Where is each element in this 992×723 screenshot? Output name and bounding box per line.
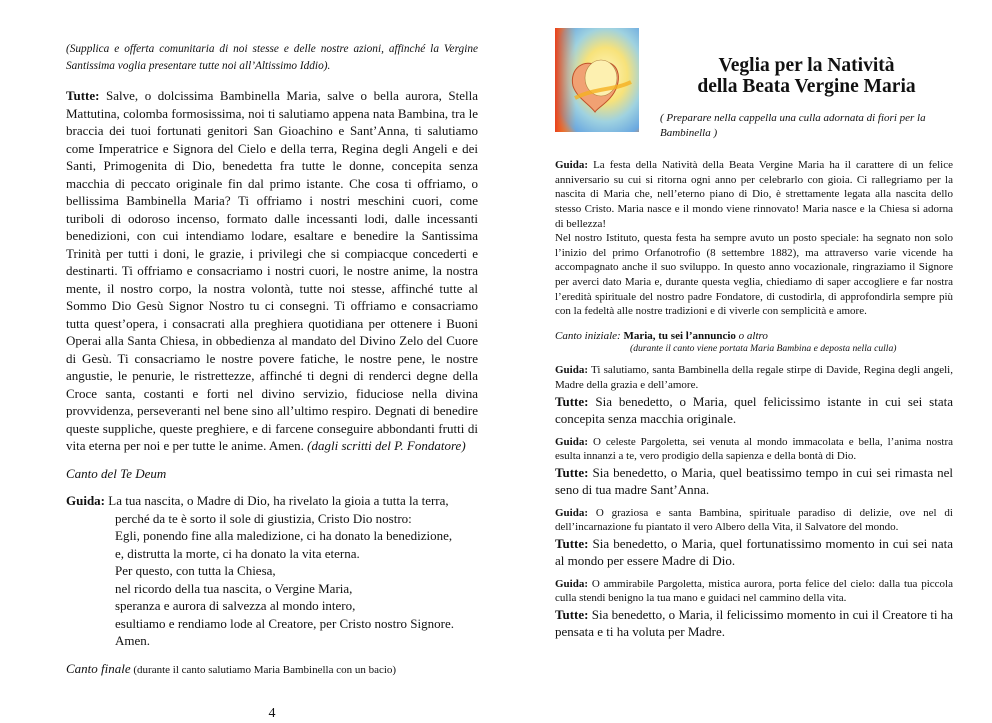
canto-label: Canto iniziale: <box>555 329 624 342</box>
exchange <box>555 363 953 426</box>
verse-line: e, distrutta la morte, ci ha donato la vita eterna. <box>115 545 360 561</box>
speaker-label: Guida: <box>555 577 589 590</box>
guida-text: O celeste Pargoletta, sei venuta al mondo immacolata e bella, l’anima nostra esulta innanzi a te, vero prodigio della sapienza e della bontà di Dio. <box>555 435 953 463</box>
tutte-text: Sia benedetto, o Maria, quel fortunatissimo momento in cui sei nata al mondo per essere Madre di Dio. <box>555 535 953 568</box>
canto-title: Maria, tu sei l’annuncio <box>623 329 736 342</box>
prayer-source: (dagli scritti del P. Fondatore) <box>307 438 466 453</box>
canto-note: (durante il canto viene portata Maria Bambina e deposta nella culla) <box>630 343 897 355</box>
te-deum-heading: Canto del Te Deum <box>66 465 167 481</box>
verse-line: perché da te è sorto il sole di giustizia, Cristo Dio nostro: <box>115 510 412 526</box>
header-text <box>660 28 953 140</box>
page-title <box>660 55 953 97</box>
exchange <box>555 506 953 569</box>
speaker-label: Guida: <box>555 159 589 172</box>
verse-line: La tua nascita, o Madre di Dio, ha rivelato la gioia a tutta la terra, <box>108 493 449 508</box>
canto-finale-label: Canto finale <box>66 660 131 676</box>
verse-line: Per questo, con tutta la Chiesa, <box>115 563 276 578</box>
canto-finale <box>66 660 478 680</box>
exchange <box>555 435 953 498</box>
verse-line: Egli, ponendo fine alla maledizione, ci ha donato la benedizione, <box>115 528 453 543</box>
canto-finale-note: (durante il canto salutiamo Maria Bambinella con un bacio) <box>130 663 397 676</box>
header <box>555 28 953 140</box>
speaker-label: Guida: <box>555 506 589 519</box>
exchange <box>555 577 953 640</box>
speaker-label: Tutte: <box>66 88 100 103</box>
prayer-text: Salve, o dolcissima Bambinella Maria, salve o bella aurora, Stella Mattutina, colomba formosissima, noi ti salutiamo appena nata Bambina, tra le braccia dei tuoi fortunati genitori San Gioachino e Sant’Anna, ti salutiamo come Imperatrice e Signora del Cielo e della terra, Regina degli Angeli e dei Santi, Primogenita di Dio, benedetta fra tutte le donne, concepita senza macchia di peccato originale fin dal primo istante. Che cosa ti offriamo, o bellissima Bambinella Maria? Ti offriamo i nostri meschini cuori, come turiboli di odoroso incenso, formato dalle incessanti lodi, dalle incessanti benedizioni, con cui intendiamo lodare, esaltare e benedire la Santissima Trinità per tutti i doni, le grazie, i privilegi che si compiacque concederti e destinarti. Ti offriamo e consacriamo i nostri cuori, le nostre anime, la nostra mente, il nostro corpo, la nostra volontà, tutte noi stesse, affinché tutte al Sommo Dio Gesù Signor Nostro tu ci consegni. Ti offriamo e consacriamo tutta quest’opera, i consacrati alla preghiera quotidiana per ottenere i Buoni Operai alla Santa Chiesa, in obbedienza al mandato del Divino Zelo del Cuore di Gesù. Ti consacriamo le nostre povere fatiche, le nostre pene, le nostre angustie, le penurie, le ristrettezze, affinché ti degni di renderci degne della Croce santa, costanti e forti nel divino servizio, fiduciose nella divina provvidenza, perseveranti nel bene sino all’ultimo respiro. Degnati di benedire queste suppliche, queste preghiere, e di farcene conseguire abbondanti frutti di vita eterna per noi e per tutte le anime. Amen. <box>66 88 478 453</box>
logo-image <box>555 28 639 132</box>
te-deum-guida <box>66 492 478 650</box>
left-page <box>66 41 478 723</box>
tutte-prayer <box>66 87 478 455</box>
speaker-label: Tutte: <box>555 393 589 409</box>
guida-text: Ti salutiamo, santa Bambinella della regale stirpe di Davide, Regina degli angeli, Madre della grazia e dell’amore. <box>555 364 953 391</box>
tutte-text: Sia benedetto, o Maria, quel felicissimo istante in cui sei stata concepita senza macchia originale. <box>555 393 953 426</box>
speaker-label: Guida: <box>555 364 589 377</box>
speaker-label: Tutte: <box>555 464 589 480</box>
page-number: 4 <box>268 706 276 721</box>
guida-text: O ammirabile Pargoletta, mistica aurora, porta felice del cielo: dalla tua piccola culla stendi benigno la tua mano e guidaci nel cammino della vita. <box>555 577 953 605</box>
instruction-note: ( Preparare nella cappella una culla adornata di fiori per la Bambinella ) <box>660 112 926 139</box>
speaker-label: Tutte: <box>555 607 589 623</box>
verse-line: speranza e aurora di salvezza al mondo intero, <box>115 598 356 613</box>
intro-text: La festa della Natività della Beata Vergine Maria ha il carattere di un felice anniversario su cui si ritorna ogni anno per celebrarlo con gioia. Ci rallegriamo per la nascita di Maria che, nell’eterno piano di Dio, è strettamente legata alla nascita dello stesso Cristo. Maria nasce e il mondo viene rinnovato! Maria nasce e la Chiesa si adorna di bellezza! <box>555 159 953 230</box>
speaker-label: Guida: <box>66 493 106 508</box>
title-line: Veglia per la Natività <box>718 55 895 76</box>
verse-line: esultiamo e rendiamo lode al Creatore, per Cristo nostro Signore. <box>115 615 454 631</box>
canto-iniziale <box>555 329 953 356</box>
tutte-text: Sia benedetto, o Maria, quel beatissimo tempo in cui sei rimasta nel seno di tua madre Sant’Anna. <box>555 464 953 497</box>
guida-text: O graziosa e santa Bambina, spirituale paradiso di delizie, ove nel di dell’incarnazione fu piantato il vero Albero della Vita, il Salvatore del mondo. <box>555 506 953 534</box>
intro-text: Nel nostro Istituto, questa festa ha sempre avuto un posto speciale: ha segnato non solo l’inizio del primo Orfanotrofio (8 settembre 1882), ma attraverso varie vicende ha accompagnato anche il suo sviluppo. In questo anno vocazionale, ringraziamo il Signore per averci dato Maria e, durante questa veglia, chiediamo di saper accogliere e far nostra l’eredità spirituale del nostro padre Fondatore, di custodirla, di approfondirla sempre più con la fedeltà alle nostre tradizioni e di viverle con semplicità e amore. <box>555 232 953 318</box>
canto-alt: o altro <box>735 329 768 342</box>
right-page <box>555 28 953 640</box>
verse-line: Amen. <box>115 633 151 648</box>
speaker-label: Guida: <box>555 435 589 448</box>
tutte-text: Sia benedetto, o Maria, il felicissimo momento in cui il Creatore ti ha pensata e ti ha voluta per Madre. <box>555 607 953 640</box>
speaker-label: Tutte: <box>555 535 589 551</box>
anno-vocazionale-logo-icon <box>555 28 639 132</box>
intro-guida <box>555 158 953 319</box>
supplica-note: (Supplica e offerta comunitaria di noi stesse e delle nostre azioni, affinché la Vergine Santissima voglia presentare tutte noi all’Altissimo Iddio). <box>66 43 478 72</box>
verse-line: nel ricordo della tua nascita, o Vergine Maria, <box>115 580 353 596</box>
title-line: della Beata Vergine Maria <box>697 76 916 97</box>
